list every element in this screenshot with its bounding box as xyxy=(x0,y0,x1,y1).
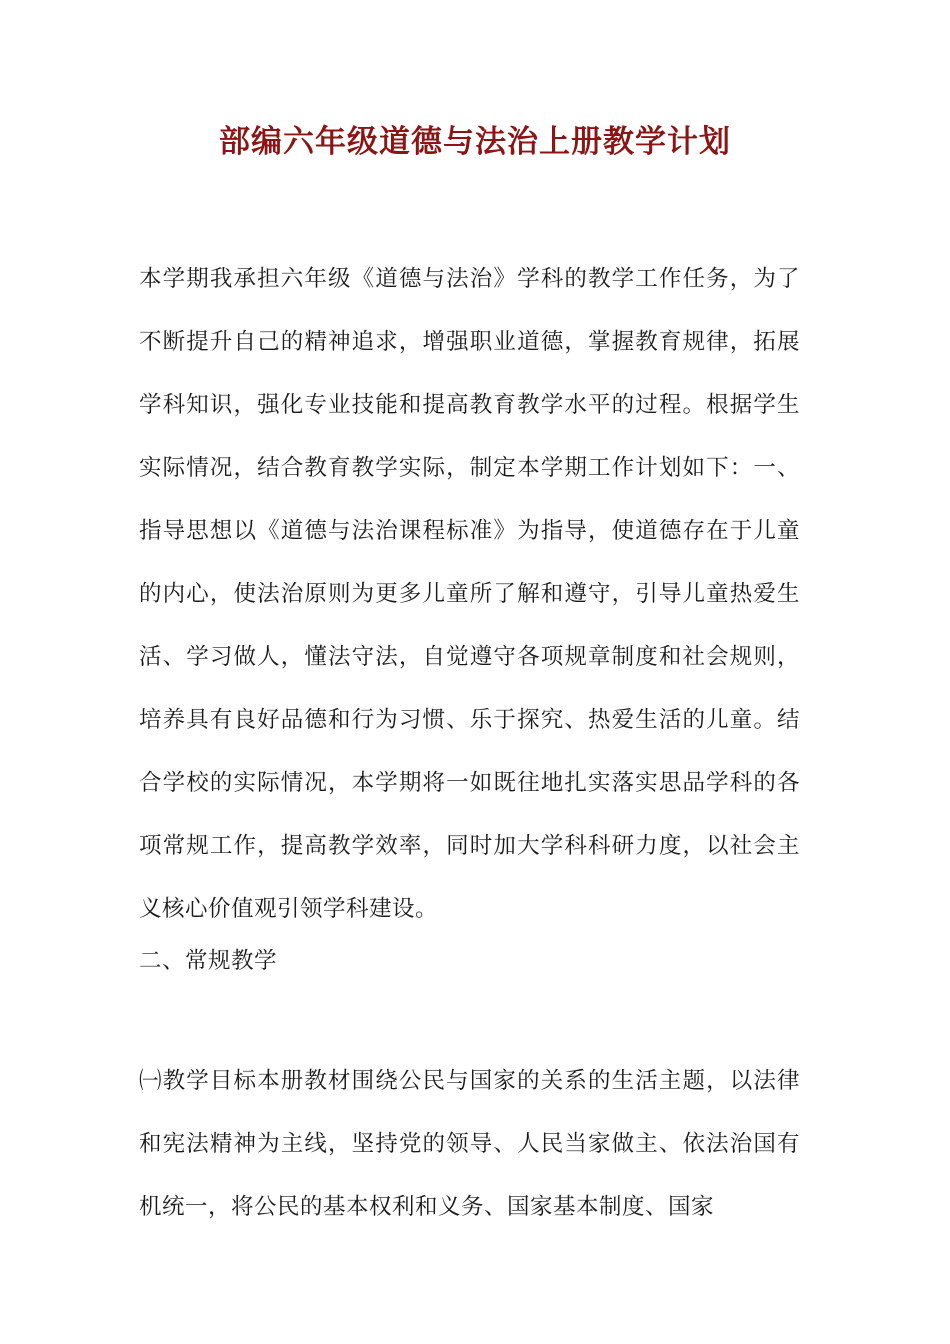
section-heading-routine-teaching: 二、常规教学 xyxy=(139,948,278,974)
document-title: 部编六年级道德与法治上册教学计划 xyxy=(219,124,731,160)
body-paragraph-intro: 本学期我承担六年级《道德与法治》学科的教学工作任务，为了不断提升自己的精神追求，增强职业道德，掌握教育规律，拓展学科知识，强化专业技能和提高教育教学水平的过程。根据学生实际情况，结合教育教学实际，制定本学期工作计划如下：一、指导思想以《道德与法治课程标准》为指导，使道德存在于儿童的内心，使法治原则为更多儿童所了解和遵守，引导儿童热爱生活、学习做人，懂法守法，自觉遵守各项规章制度和社会规则，培养具有良好品德和行为习惯、乐于探究、热爱生活的儿童。结合学校的实际情况，本学期将一如既往地扎实落实思品学科的各项常规工作，提高教学效率，同时加大学科科研力度，以社会主义核心价值观引领学科建设。 xyxy=(139,266,800,922)
body-paragraph-teaching-goals: ㈠教学目标本册教材围绕公民与国家的关系的生活主题，以法律和宪法精神为主线，坚持党的领导、人民当家做主、依法治国有机统一，将公民的基本权利和义务、国家基本制度、国家 xyxy=(139,1068,800,1220)
